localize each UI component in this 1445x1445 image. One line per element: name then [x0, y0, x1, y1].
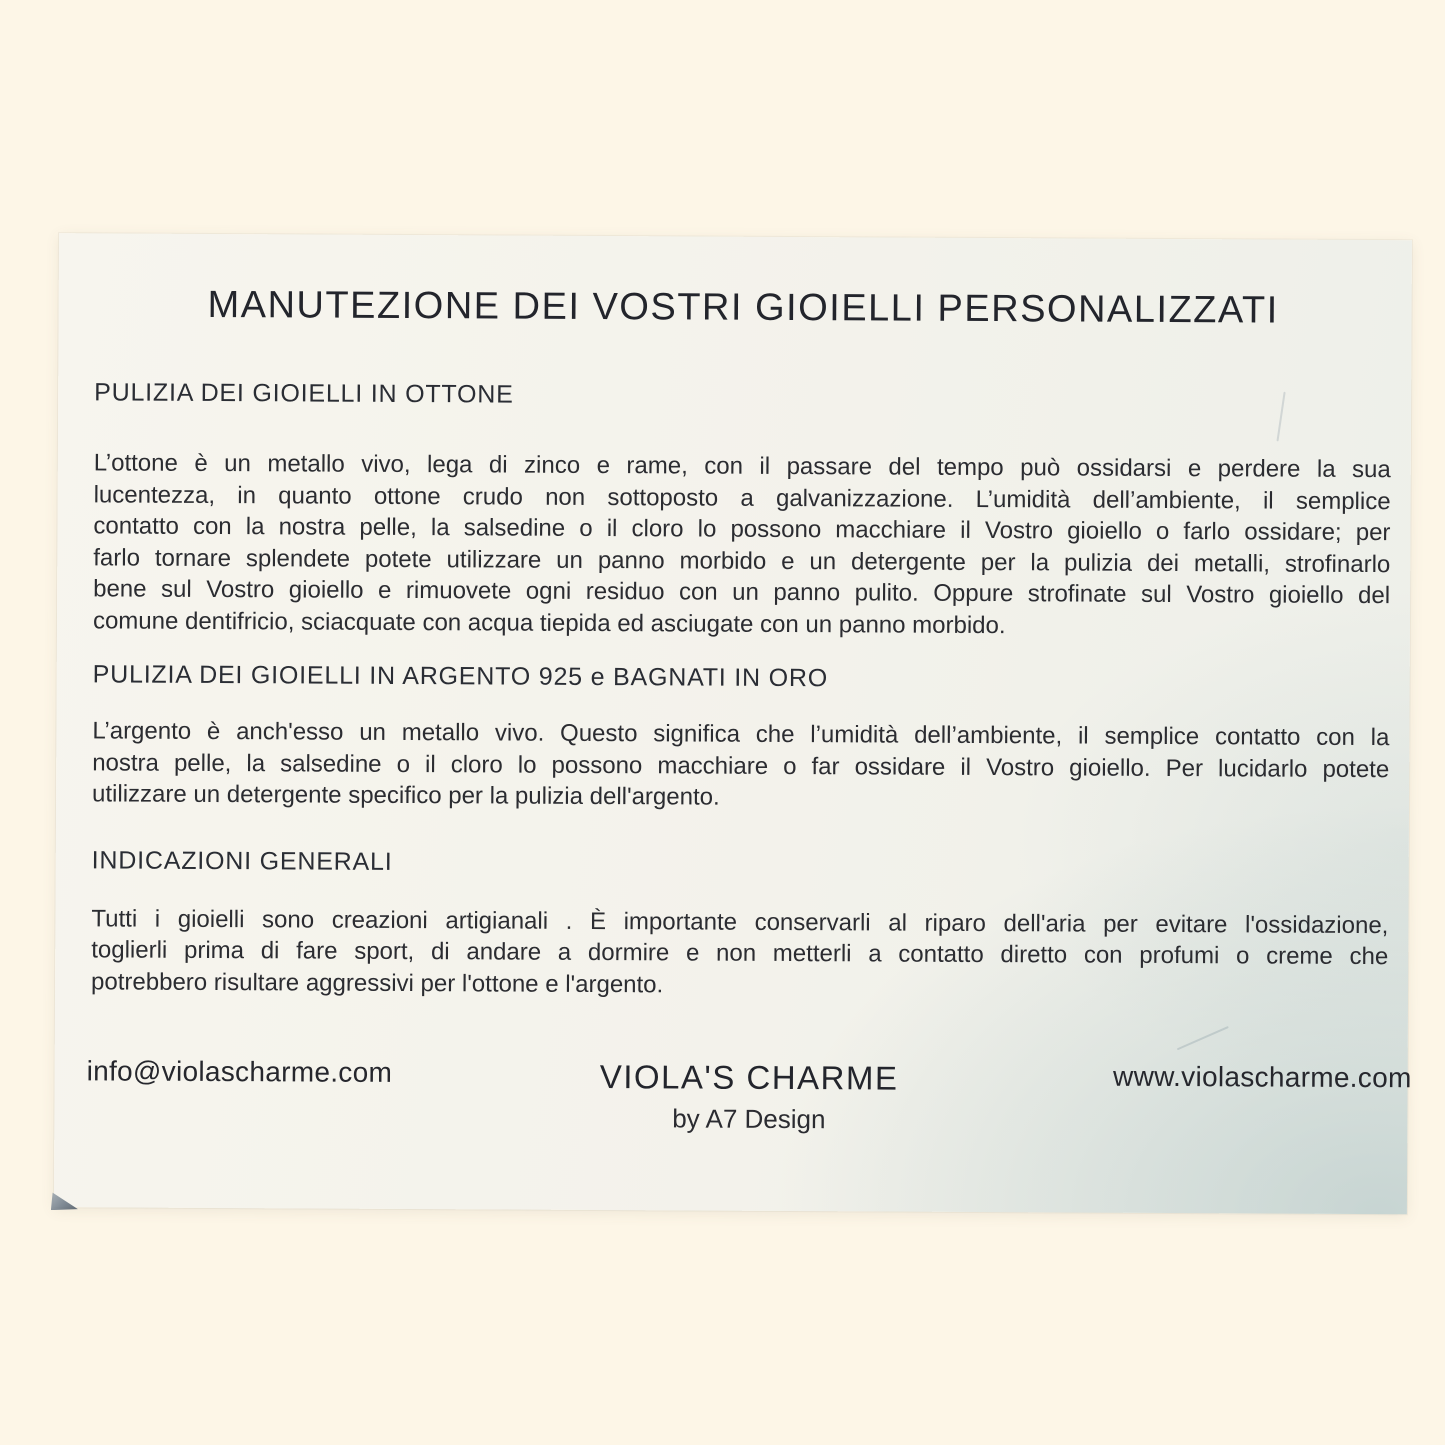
card-title: MANUTEZIONE DEI VOSTRI GIOIELLI PERSONALIZZATI	[207, 283, 1279, 332]
text-line: nostra pelle, la salsedine o il cloro lo possono macchiare o far ossidare il Vostro gioiello. Per lucidarlo potete	[92, 748, 1390, 783]
scratch-mark	[1177, 1026, 1229, 1050]
section-paragraph-general	[91, 903, 1388, 1004]
text-line: farlo tornare splendete potete utilizzare un panno morbido e un detergente per la pulizia dei metalli, strofinarlo	[93, 543, 1391, 578]
section-heading-silver: PULIZIA DEI GIOIELLI IN ARGENTO 925 e BAGNATI IN ORO	[92, 660, 829, 693]
text-line: Tutti i gioielli sono creazioni artigianali . È importante conservarli al riparo dell'aria per evitare l'ossidazione,	[91, 904, 1389, 939]
section-heading-general: INDICAZIONI GENERALI	[91, 845, 393, 876]
brand-byline: by A7 Design	[672, 1103, 826, 1135]
text-line: contatto con la nostra pelle, la salsedine o il cloro lo possono macchiare il Vostro gioiello o farlo ossidare; per	[93, 512, 1391, 547]
care-instruction-card	[54, 233, 1412, 1214]
text-line: lucentezza, in quanto ottone crudo non sottoposto a galvanizzazione. L’umidità dell’ambiente, il semplice	[93, 480, 1391, 515]
contact-email: info@violascharme.com	[86, 1055, 393, 1088]
section-paragraph-brass	[93, 447, 1391, 643]
text-line: potrebbero risultare aggressivi per l'ottone e l'argento.	[91, 967, 664, 998]
section-paragraph-silver	[92, 715, 1389, 816]
card-footer	[86, 1055, 1411, 1138]
text-line: L’ottone è un metallo vivo, lega di zinco e rame, con il passare del tempo può ossidarsi e perdere la sua	[93, 449, 1391, 484]
section-silver-cleaning	[92, 660, 1390, 816]
text-line: comune dentifricio, sciacquate con acqua tiepida ed asciugate con un panno morbido.	[92, 606, 1006, 639]
text-line: utilizzare un detergente specifico per la pulizia dell'argento.	[92, 780, 720, 811]
section-heading-brass: PULIZIA DEI GIOIELLI IN OTTONE	[94, 378, 514, 409]
corner-smudge-mark	[51, 1191, 78, 1210]
brand-name: VIOLA'S CHARME	[599, 1058, 899, 1097]
text-line: bene sul Vostro gioiello e rimuovete ogni residuo con un panno pulito. Oppure strofinate sul Vostro gioiello del	[93, 575, 1391, 610]
text-line: L’argento è anch'esso un metallo vivo. Questo significa che l’umidità dell’ambiente, il semplice contatto con la	[92, 717, 1390, 752]
section-brass-cleaning	[93, 378, 1391, 643]
website-url: www.violascharme.com	[1113, 1060, 1412, 1094]
text-line: toglierli prima di fare sport, di andare a dormire e non metterli a contatto diretto con profumi o creme che	[91, 936, 1389, 971]
section-general-guidelines	[91, 846, 1389, 1004]
brand-block	[599, 1058, 898, 1136]
